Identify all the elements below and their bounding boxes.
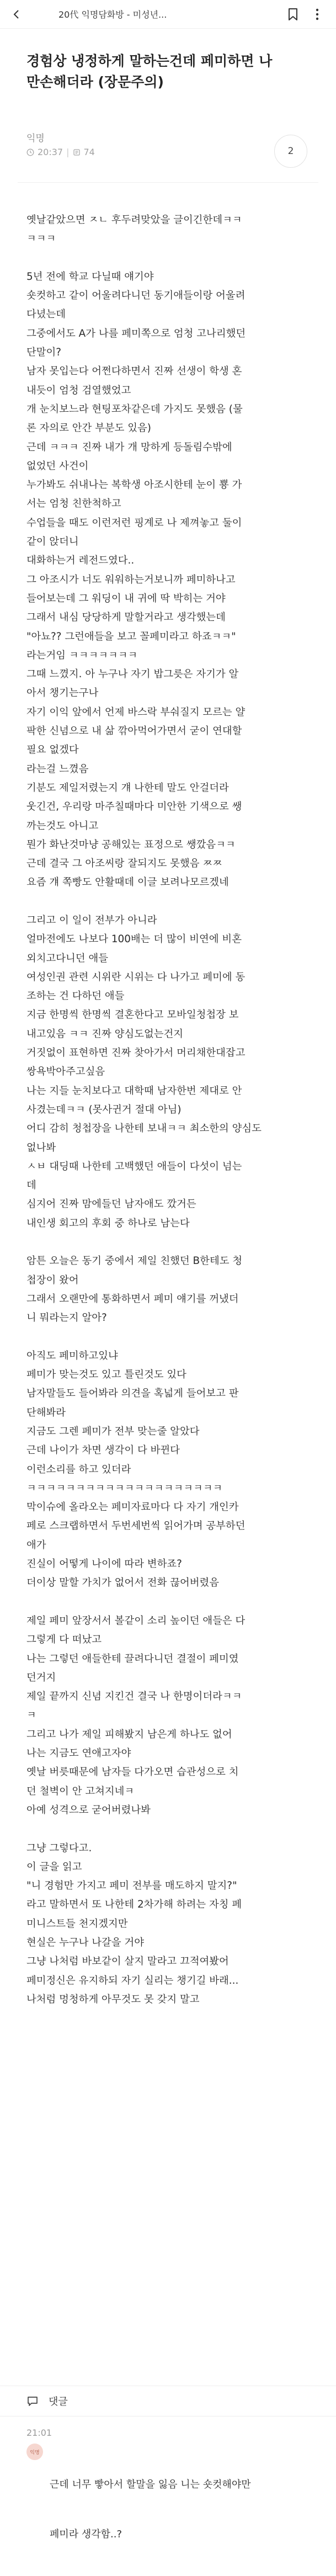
post-body-line: 그냥 그렇다고. <box>26 1842 92 1854</box>
post-body-line: 그렇게 다 떠났고 <box>26 1634 102 1646</box>
post-body-line: 뭔가 화난것마냥 공해있는 표정으로 쌩깠음ㅋㅋ <box>26 838 236 851</box>
post-body-line: 제일 끝까지 신념 지킨건 결국 나 한명이더라ㅋㅋ <box>26 1691 242 1703</box>
post-body-line: 5년 전에 학교 다닐때 얘기야 <box>26 270 154 283</box>
post-body-line: 어디 감히 청첩장을 나한테 보내ㅋㅋ 최소한의 양심도 <box>26 1123 262 1135</box>
bookmark-icon <box>287 8 299 21</box>
post-body-line <box>26 249 320 268</box>
post-body <box>26 211 320 2009</box>
post-body-line: 그 아조시가 너도 워워하는거보니까 페미하나고 <box>26 573 236 586</box>
post-body-line: 미니스트들 천지겠지만 <box>26 1918 128 1930</box>
post-body-line: 그때 느꼈지. 아 누구나 자기 밥그릇은 자기가 알 <box>26 668 239 681</box>
back-button[interactable] <box>4 2 29 26</box>
post-body-line: 그중에서도 A가 나를 페미쪽으로 엄청 고나리했던 <box>26 327 246 339</box>
post-body-line: 같이 앉더니 <box>26 536 79 548</box>
post-body-line <box>26 1820 320 1839</box>
post-body-line: 그냥 나처럼 바보같이 살지 말라고 끄적여봤어 <box>26 1956 229 1968</box>
post-body-line <box>26 1593 320 1612</box>
more-vertical-icon <box>316 8 319 20</box>
comments-header[interactable] <box>0 2386 336 2416</box>
post-body-line: 누가봐도 쉬내나는 복학생 아조시한테 눈이 뿅 가 <box>26 479 242 491</box>
post-body-line: 남자말들도 들어봐라 의견을 혹넓게 들어보고 판 <box>26 1388 239 1400</box>
post-body-line: 까는것도 아니고 <box>26 820 99 832</box>
post-title-line: 경험상 냉정하게 말하는건데 페미하면 나 <box>26 53 273 69</box>
post-body-line: 현실은 누구나 나갈을 거야 <box>26 1937 144 1949</box>
post-body-line: 필요 없겠다 <box>26 744 79 756</box>
post-body-line: 던거지 <box>26 1671 56 1683</box>
post-body-line: 이런소리를 하고 있더라 <box>26 1463 131 1475</box>
post-body-line: 쌍욕박아주고싶음 <box>26 1066 105 1078</box>
post-body-line: 이 글을 읽고 <box>26 1861 82 1873</box>
post-body-line: 웃긴건, 우리랑 마주칠때마다 미안한 기색으로 쌩 <box>26 801 242 813</box>
comment-text-line: 페미라 생각함..? <box>50 2529 122 2540</box>
post-body-line: 옛날같았으면 ㅈㄴ 후두려맞았을 글이긴한데ㅋㅋ <box>26 214 242 226</box>
post-body-line: 조하는 건 다하던 애들 <box>26 990 125 1002</box>
meta-separator: | <box>66 147 70 157</box>
post-body-line: 페미가 맞는것도 있고 틀린것도 있다 <box>26 1369 186 1381</box>
post-body-line: 데 <box>26 1180 36 1192</box>
post-body-line: 라고 말하면서 또 나한테 2차가해 하려는 자칭 페 <box>26 1899 242 1911</box>
post-body-line: 암튼 오늘은 동기 중에서 제일 친했던 B한테도 청 <box>26 1255 243 1267</box>
post-body-line: 진실이 어떻게 나이에 따라 변하죠? <box>26 1558 182 1570</box>
post-body-line: 론 자의로 안간 부분도 있음) <box>26 422 151 434</box>
post-body-line: 나는 지들 눈치보다고 대학때 남자한번 제대로 안 <box>26 1085 242 1097</box>
views-icon <box>73 148 81 156</box>
commenter-avatar: 익명 <box>26 2444 43 2460</box>
post-body-line: 여성인권 관련 시위란 시위는 다 나가고 페미에 동 <box>26 971 246 983</box>
divider <box>18 182 318 183</box>
post-body-line: ㅋㅋㅋ <box>26 233 56 245</box>
post-meta <box>26 147 95 157</box>
post-body-line: 나는 그렇던 애들한테 끌려다니던 결절이 페미였 <box>26 1653 239 1665</box>
post-body-line: 대화하는거 레전드였다.. <box>26 555 135 567</box>
post-body-line: 아직도 페미하고있냐 <box>26 1350 118 1362</box>
post-body-line: 라는걸 느꼈음 <box>26 763 89 775</box>
post-body-line: 기분도 제일저렸는지 걔 나한테 말도 안걸더라 <box>26 782 229 794</box>
post-body-line: 근데 ㅋㅋㅋ 진짜 내가 개 망하게 등돌림수밖에 <box>26 441 232 453</box>
top-app-bar <box>0 0 336 29</box>
post-body-line: 숏컷하고 같이 어울려다니던 동기애들이랑 어울려 <box>26 290 246 302</box>
post-body-line: 나는 지금도 연애고자야 <box>26 1748 131 1760</box>
post-body-line <box>26 1328 320 1347</box>
comment-text-line: 근데 너무 빻아서 할말을 잃음 니는 숏컷해야만 <box>50 2479 251 2490</box>
post-body-line: 그리고 이 일이 전부가 아니라 <box>26 914 157 926</box>
more-options-button[interactable] <box>305 2 329 26</box>
post-body-line: 얼마전에도 나보다 100배는 더 많이 비연에 비혼 <box>26 933 242 946</box>
post-body-line: 단말이? <box>26 347 62 359</box>
comment-count-badge[interactable]: 2 <box>274 135 307 168</box>
post-body-line: 그래서 오랜만에 통화하면서 페미 얘기를 꺼냈더 <box>26 1293 239 1305</box>
post-body-line: 던 철벽이 안 고쳐지네ㅋ <box>26 1785 135 1797</box>
bookmark-button[interactable] <box>281 2 305 26</box>
post-body-line: ㅋ <box>26 1709 36 1722</box>
post-body-line: "니 경험만 가지고 페미 전부를 매도하지 말지?" <box>26 1880 237 1892</box>
post-body-line: 내인생 회고의 후회 중 하나로 남는다 <box>26 1217 190 1229</box>
post-body-line: 없었던 사건이 <box>26 460 89 472</box>
post-body-line: 그래서 내심 당당하게 말할거라고 생각했는데 <box>26 612 226 624</box>
comment-time: 21:01 <box>26 2428 52 2438</box>
post-body-line: 수업들을 때도 이런저런 핑계로 나 제껴놓고 둘이 <box>26 517 242 529</box>
post-body-line: 니 뭐라는지 알아? <box>26 1312 107 1324</box>
post-body-line: 페미정신은 유지하되 자기 실리는 챙기길 바래... <box>26 1974 239 1987</box>
post-body-line: 페로 스크랩하면서 두번세번씩 읽어가며 공부하던 <box>26 1520 246 1532</box>
post-body-line: 근데 결국 그 아조씨랑 잘되지도 못했음 ㅉㅉ <box>26 858 222 870</box>
post-body-line: 제일 페미 앞장서서 볼같이 소리 높이던 애들은 다 <box>26 1614 246 1627</box>
post-body-line: 더이상 말할 가치가 없어서 전화 끊어버렸음 <box>26 1577 220 1589</box>
post-time: 20:37 <box>38 147 63 157</box>
post-body-line: 개 눈치보느라 현팅포차같은데 가지도 못했음 (물 <box>26 403 243 415</box>
post-title <box>26 51 313 93</box>
post-title-line: 만손해더라 (장문주의) <box>26 74 164 90</box>
comment-text <box>50 2444 251 2576</box>
post-body-line: ㅅㅂ 대딩때 나한테 고백했던 애들이 다섯이 넘는 <box>26 1160 242 1172</box>
post-body-line: 팍한 신념으로 내 삶 깎아먹어가면서 굳이 연대할 <box>26 725 242 737</box>
clock-icon <box>26 148 34 156</box>
post-body-line: 지금도 그렌 페미가 전부 맞는줄 알았다 <box>26 1426 200 1437</box>
comments-label: 댓글 <box>49 2396 68 2408</box>
post-body-line: 단해봐라 <box>26 1406 66 1419</box>
post-body-line: 다녔는데 <box>26 309 66 321</box>
post-body-line: 옛날 버릇때문에 남자들 다가오면 습관성으로 치 <box>26 1766 239 1778</box>
comment-item <box>26 2428 324 2576</box>
post-body-line: 없나봐 <box>26 1141 56 1154</box>
comment-bubble-icon <box>26 2395 39 2407</box>
post-body-line <box>26 893 320 911</box>
author-name: 익명 <box>26 133 45 144</box>
board-title[interactable]: 20代 익명담화방 - 미성년... <box>58 9 167 20</box>
post-body-line: 막이슈에 올라오는 페미자료마다 다 자기 개인카 <box>26 1501 239 1513</box>
post-body-line <box>26 1233 320 1252</box>
post-body-line: 나처럼 멍청하게 아무것도 못 갖지 말고 <box>26 1993 200 2005</box>
post-body-line: 그리고 나가 제일 피해봤지 남은게 하나도 없어 <box>26 1728 232 1740</box>
post-body-line: 자기 이익 앞에서 언제 바스락 부숴질지 모르는 얄 <box>26 706 246 718</box>
post-body-line: 내고있음 ㅋㅋ 진짜 양심도없는건지 <box>26 1028 184 1040</box>
post-body-line: 근데 나이가 차면 생각이 다 바뀐다 <box>26 1444 180 1457</box>
post-body-line: ㅋㅋㅋㅋㅋㅋㅋㅋㅋㅋㅋㅋㅋㅋㅋㅋㅋㅋㅋㅋ <box>26 1482 223 1494</box>
post-body-line: 첩장이 왔어 <box>26 1274 79 1286</box>
post-body-line: 라는거임 ㅋㅋㅋㅋㅋㅋㅋ <box>26 649 138 661</box>
post-body-line: 아서 챙기는구나 <box>26 687 99 699</box>
chevron-left-icon <box>11 9 22 20</box>
post-body-line: 외치고다니던 애들 <box>26 952 108 964</box>
post-body-line: 남자 못입는다 어쩐다하면서 진짜 선생이 학생 혼 <box>26 365 242 378</box>
post-body-line: 아예 성격으로 굳어버렸나봐 <box>26 1804 151 1816</box>
post-body-line: 거짓없이 표현하면 진짜 찾아가서 머리채한대잡고 <box>26 1047 246 1059</box>
post-body-line: 서는 엄청 친한척하고 <box>26 498 121 510</box>
post-body-line: 애가 <box>26 1539 46 1551</box>
post-body-line: 들어보는데 그 워딩이 내 귀에 딱 박히는 거야 <box>26 592 226 604</box>
post-body-line: "아뇨?? 그런애들을 보고 꼴페미라고 하죠ㅋㅋ" <box>26 630 236 642</box>
post-body-line: 심지어 진짜 맘에들던 남자애도 깠거든 <box>26 1198 196 1210</box>
view-count: 74 <box>83 147 95 157</box>
post-body-line: 지금 한명씩 한명씩 결혼한다고 모바일청첩장 보 <box>26 1009 239 1021</box>
post-body-line: 내듯이 엄청 검열했었고 <box>26 384 131 396</box>
post-body-line: 사겼는데ㅋㅋ (못사귄거 절대 아님) <box>26 1103 182 1116</box>
post-body-line: 요즘 걔 쪽빵도 안활때데 이글 보려나모르겠네 <box>26 877 229 889</box>
